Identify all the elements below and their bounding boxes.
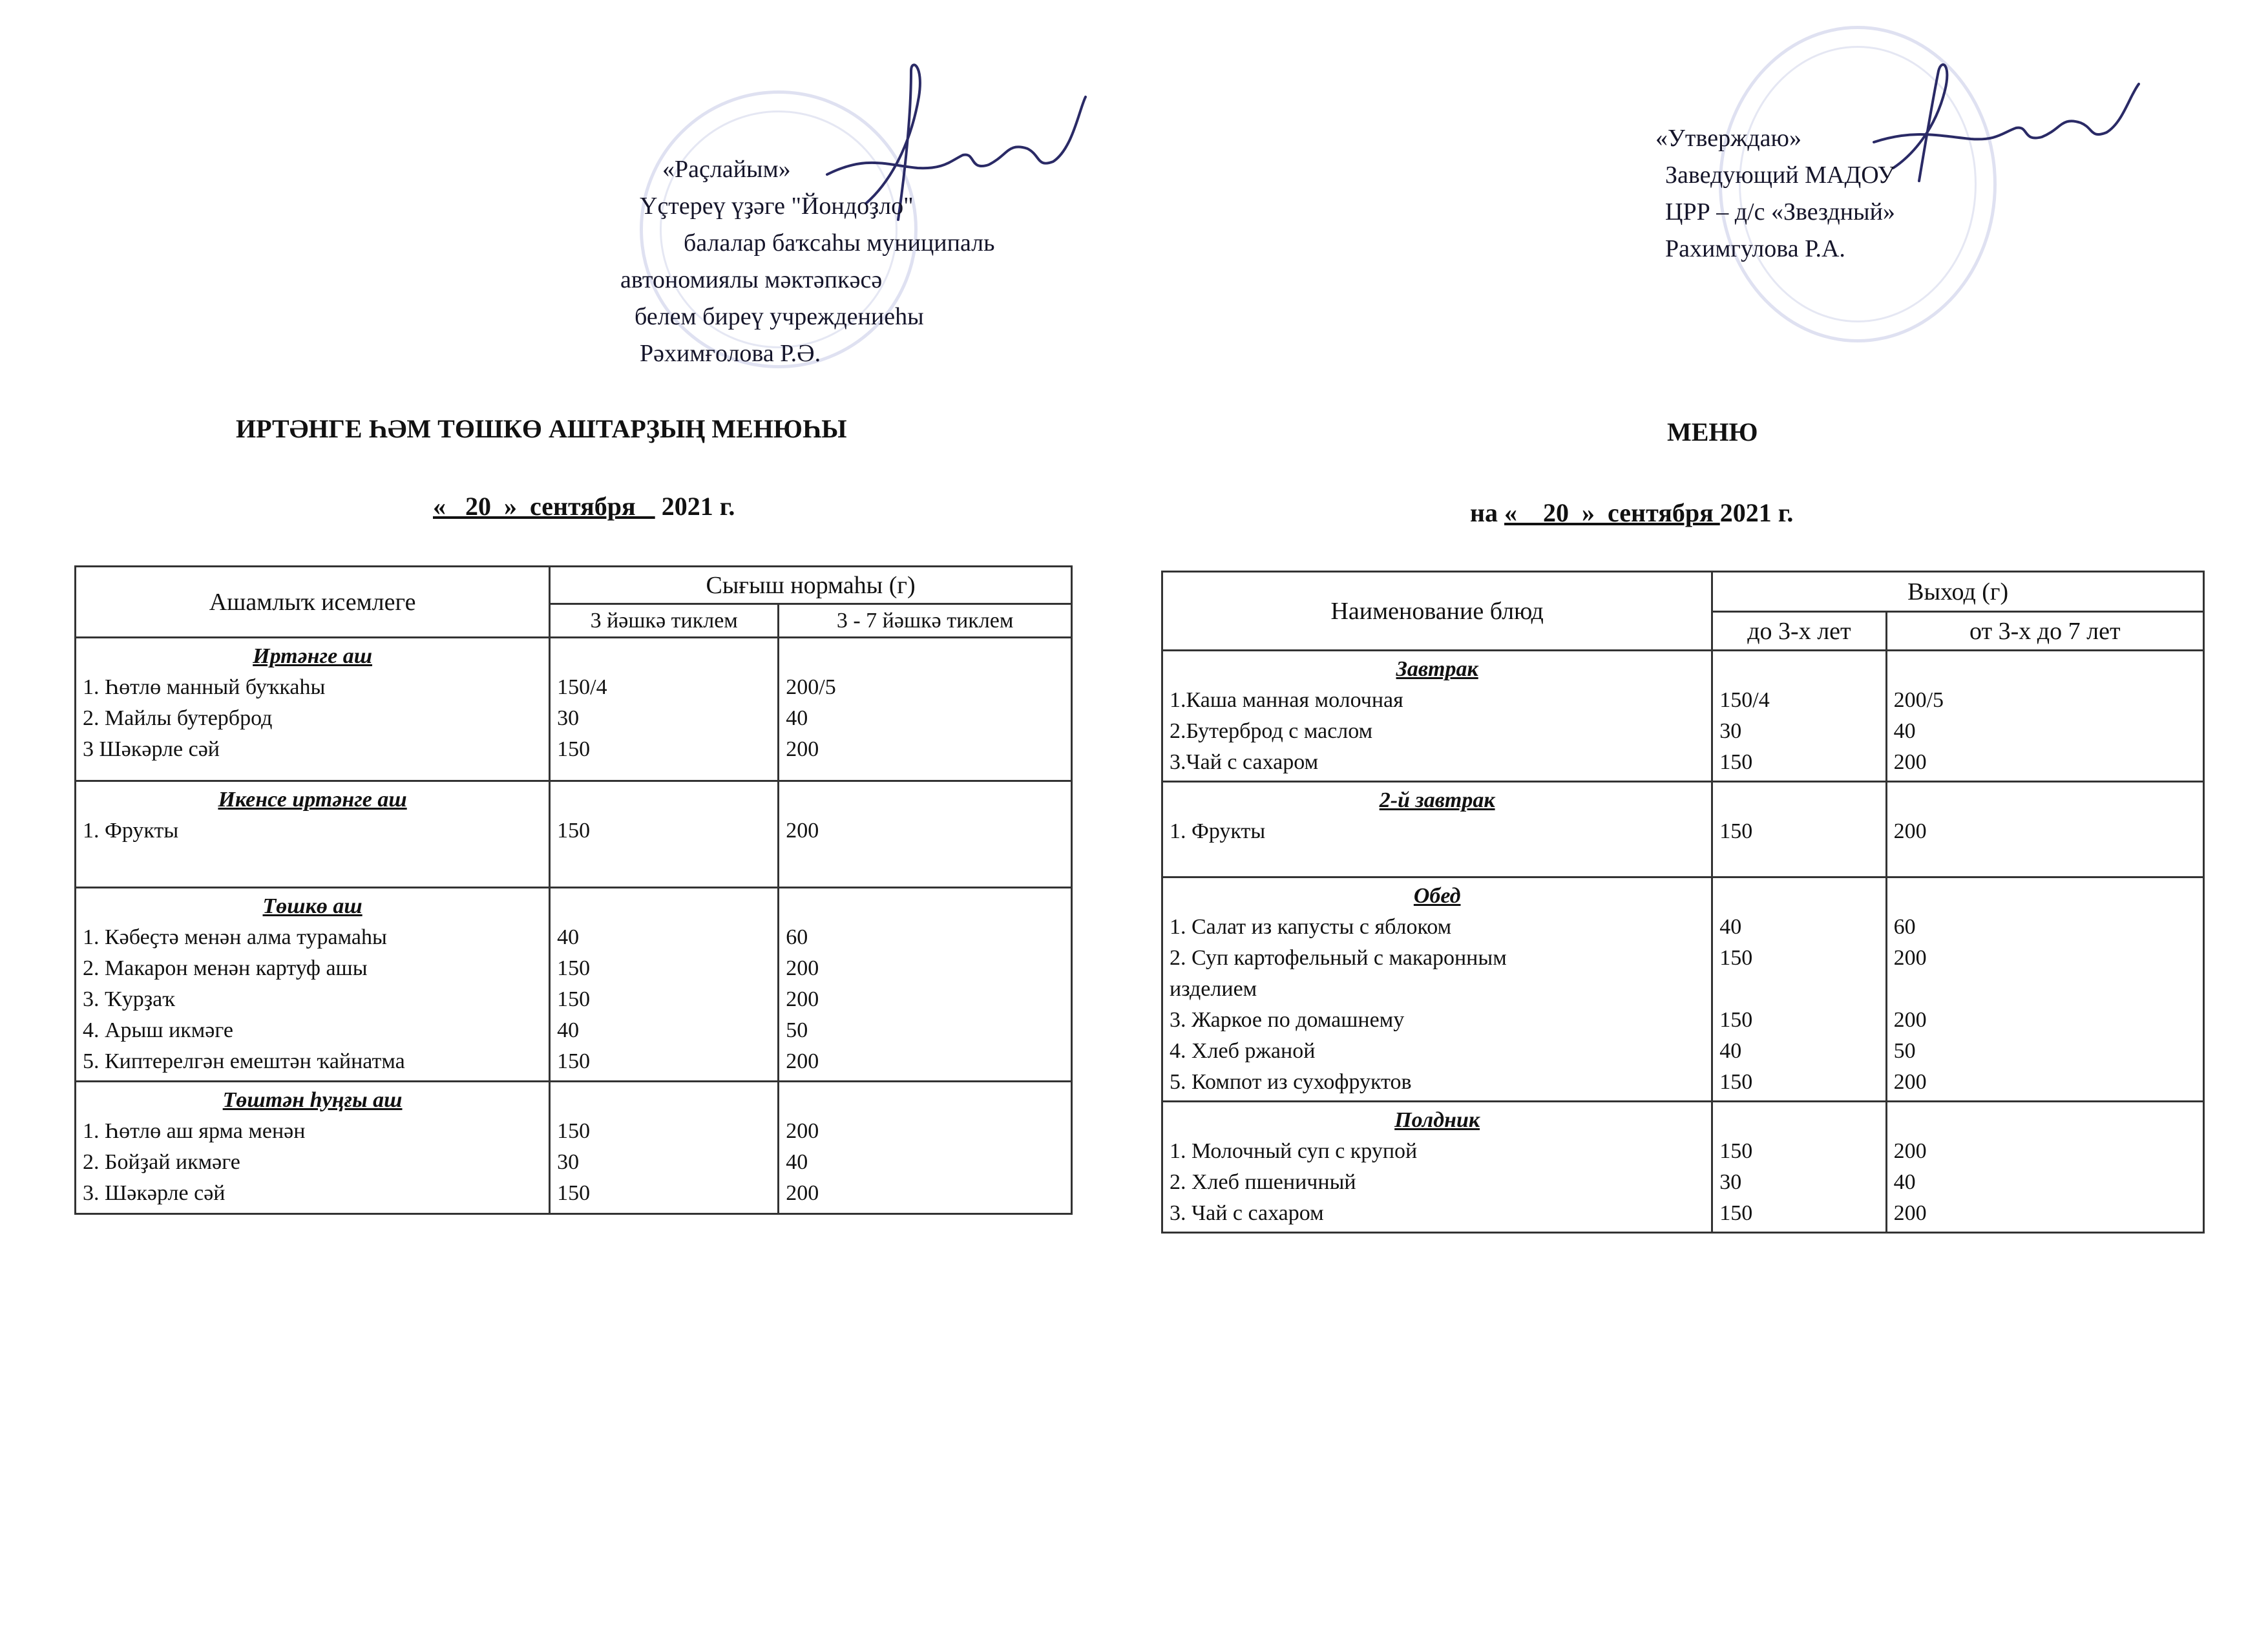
table-row	[76, 781, 1072, 888]
left-approval-line: белем биреү учреждениеһы	[635, 303, 924, 330]
portion-value: 150/4	[557, 675, 607, 699]
table-row	[1162, 1102, 2204, 1233]
menu-item: 4. Хлеб ржаной	[1170, 1039, 1316, 1063]
portion-value: 150	[1719, 1201, 1753, 1225]
portion-value: 200/5	[786, 675, 836, 699]
menu-item: 1. Молочный суп с крупой	[1170, 1139, 1418, 1163]
portion-value: 40	[557, 925, 580, 949]
right-approval-line: «Утверждаю»	[1655, 125, 1801, 152]
right-approval-line: Рахимгулова Р.А.	[1665, 235, 1845, 262]
portion-value: 30	[1719, 1170, 1742, 1194]
left-date-year: 2021 г.	[655, 492, 735, 521]
menu-item: 2.Бутерброд с маслом	[1170, 719, 1373, 743]
section-title: 2-й завтрак	[1379, 788, 1495, 812]
portion-value: 40	[786, 706, 808, 730]
portion-value: 60	[1893, 915, 1916, 939]
left-head-norm: Сығыш нормаһы (г)	[550, 567, 1072, 604]
portion-value: 200	[786, 956, 819, 980]
menu-item: 3. Ҡурҙаҡ	[83, 987, 175, 1011]
portion-value: 200	[786, 987, 819, 1011]
portion-value: 150	[1719, 819, 1753, 843]
left-title: ИРТӘНГЕ ҺӘМ ТӨШКӨ АШТАРҘЫҢ МЕНЮҺЫ	[236, 414, 847, 443]
right-date-prefix: на	[1470, 498, 1505, 527]
portion-value: 150	[557, 737, 591, 761]
portion-value: 40	[557, 1018, 580, 1042]
right-date	[1470, 498, 1793, 528]
menu-item: 4. Арыш икмәге	[83, 1018, 233, 1042]
right-menu-table	[1161, 571, 2205, 1234]
right-date-day-month: « 20 » сентября	[1504, 498, 1720, 527]
left-col1-header: 3 йәшкә тиклем	[550, 604, 779, 638]
portion-value: 60	[786, 925, 808, 949]
portion-value: 40	[1719, 915, 1742, 939]
portion-value: 50	[1893, 1039, 1916, 1063]
right-head-out: Выход (г)	[1712, 572, 2204, 612]
portion-value: 200	[1893, 946, 1927, 970]
left-approval-line: «Раçлайым»	[662, 156, 791, 183]
portion-value: 150	[557, 956, 591, 980]
table-row	[1162, 782, 2204, 877]
portion-value: 150	[557, 987, 591, 1011]
right-approval-line: ЦРР – д/с «Звездный»	[1665, 198, 1895, 226]
portion-value: 150	[557, 819, 591, 843]
section-title: Төшкө аш	[262, 894, 362, 918]
section-title: Төштән һуңғы аш	[222, 1088, 403, 1112]
portion-value: 150	[1719, 750, 1753, 774]
portion-value: 150	[1719, 1008, 1753, 1032]
left-menu-table	[74, 565, 1073, 1215]
portion-value: 150/4	[1719, 688, 1770, 712]
portion-value: 200	[786, 737, 819, 761]
left-date	[433, 491, 735, 521]
menu-item: 1. Һөтлө манный буҡкаһы	[83, 675, 326, 699]
portion-value: 30	[557, 1150, 580, 1174]
portion-value: 200	[786, 1181, 819, 1205]
right-col1-header: до 3-х лет	[1712, 612, 1886, 651]
menu-item: 1. Һөтлө аш ярма менән	[83, 1119, 306, 1143]
section-title: Иртәнге аш	[253, 644, 373, 668]
menu-item: 3 Шәкәрле сәй	[83, 737, 220, 761]
left-approval-block	[620, 151, 994, 372]
menu-item: 2. Хлеб пшеничный	[1170, 1170, 1356, 1194]
menu-item: 2. Суп картофельный с макаронным изделием	[1170, 946, 1507, 1001]
portion-value: 200	[786, 819, 819, 843]
portion-value: 200	[1893, 1070, 1927, 1094]
table-row	[76, 1082, 1072, 1214]
section-title: Завтрак	[1396, 657, 1478, 681]
menu-item: 2. Бойҙай икмәге	[83, 1150, 240, 1174]
menu-item: 3.Чай с сахаром	[1170, 750, 1319, 774]
portion-value: 150	[1719, 1139, 1753, 1163]
right-head-name: Наименование блюд	[1162, 572, 1712, 651]
portion-value: 40	[1893, 719, 1916, 743]
portion-value: 40	[1893, 1170, 1916, 1194]
table-row	[1162, 651, 2204, 782]
portion-value: 150	[557, 1181, 591, 1205]
left-approval-line: Рәхимғолова Р.Ә.	[640, 340, 821, 367]
section-title: Полдник	[1394, 1108, 1480, 1132]
portion-value: 150	[557, 1049, 591, 1073]
portion-value: 200	[1893, 1201, 1927, 1225]
right-date-year: 2021 г.	[1719, 498, 1794, 527]
menu-item: 2. Макарон менән картуф ашы	[83, 956, 368, 980]
menu-item: 3. Жаркое по домашнему	[1170, 1008, 1405, 1032]
portion-value: 200	[1893, 750, 1927, 774]
portion-value: 200	[786, 1119, 819, 1143]
left-approval-line: автономиялы мәктәпкәсә	[620, 266, 883, 293]
menu-item: 2. Майлы бутерброд	[83, 706, 273, 730]
menu-item: 5. Киптерелгән емештән ҡайнатма	[83, 1049, 405, 1073]
table-row	[76, 638, 1072, 781]
portion-value: 150	[1719, 1070, 1753, 1094]
left-col2-header: 3 - 7 йәшкә тиклем	[779, 604, 1072, 638]
portion-value: 200	[1893, 1139, 1927, 1163]
menu-item: 3. Чай с сахаром	[1170, 1201, 1324, 1225]
portion-value: 30	[557, 706, 580, 730]
portion-value: 30	[1719, 719, 1742, 743]
menu-item: 1. Фрукты	[83, 819, 179, 843]
section-title: Обед	[1413, 884, 1461, 908]
menu-item: 5. Компот из сухофруктов	[1170, 1070, 1412, 1094]
table-row	[1162, 877, 2204, 1102]
section-title: Икенсе иртәнге аш	[218, 788, 407, 812]
right-col2-header: от 3-х до 7 лет	[1886, 612, 2203, 651]
portion-value: 40	[1719, 1039, 1742, 1063]
menu-item: 1.Каша манная молочная	[1170, 688, 1403, 712]
portion-value: 200/5	[1893, 688, 1944, 712]
right-approval-block	[1655, 120, 1895, 268]
right-approval-line: Заведующий МАДОУ	[1665, 162, 1895, 189]
table-row	[76, 888, 1072, 1082]
left-date-day-month: « 20 » сентября	[433, 492, 655, 521]
left-head-name: Ашамлыҡ исемлеге	[76, 567, 550, 638]
portion-value: 150	[557, 1119, 591, 1143]
menu-item: 1. Кәбеҫтә менән алма турамаһы	[83, 925, 387, 949]
menu-item: 3. Шәкәрле сәй	[83, 1181, 226, 1205]
portion-value: 200	[1893, 819, 1927, 843]
portion-value	[1719, 974, 1878, 1005]
portion-value: 50	[786, 1018, 808, 1042]
portion-value: 200	[786, 1049, 819, 1073]
right-title: МЕНЮ	[1667, 417, 1758, 446]
portion-value: 40	[786, 1150, 808, 1174]
left-approval-line: Үçтереү үҙәге "Йондоҙло"	[640, 193, 914, 220]
portion-value: 200	[1893, 1008, 1927, 1032]
right-signature	[1861, 58, 2145, 187]
left-approval-line: балалар баҡсаһы муниципаль	[684, 229, 995, 257]
portion-value	[1894, 974, 2196, 1005]
menu-item: 1. Салат из капусты с яблоком	[1170, 915, 1452, 939]
portion-value: 150	[1719, 946, 1753, 970]
menu-item: 1. Фрукты	[1170, 819, 1266, 843]
